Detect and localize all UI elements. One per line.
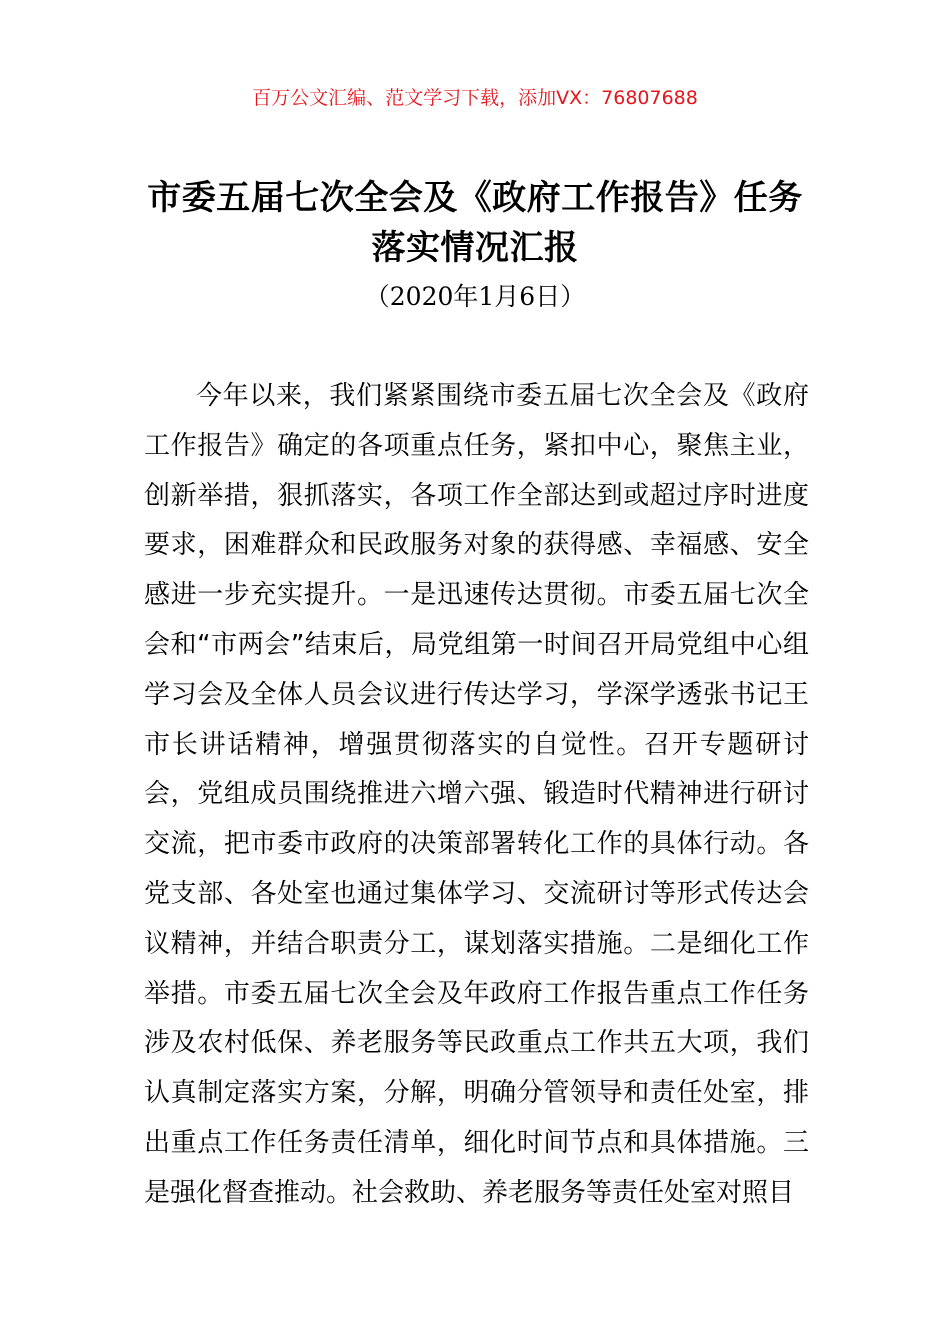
promo-header: 百万公文汇编、范文学习下载，添加VX：76807688 bbox=[252, 87, 698, 109]
body-paragraph: 今年以来，我们紧紧围绕市委五届七次全会及《政府工作报告》确定的各项重点任务，紧扣中心，聚焦主业，创新举措，狠抓落实，各项工作全部达到或超过序时进度要求，困难群众和民政服务对象的获得感、幸福感、安全感进一步充实提升。一是迅速传达贯彻。市委五届七次全会和“市两会”结束后，局党组第一时间召开局党组中心组学习会及全体人员会议进行传达学习，学深学透张书记王市长讲话精神，增强贯彻落实的自觉性。召开专题研讨会，党组成员围绕推进六增六强、锻造时代精神进行研讨交流，把市委市政府的决策部署转化工作的具体行动。各党支部、各处室也通过集体学习、交流研讨等形式传达会议精神，并结合职责分工，谋划落实措施。二是细化工作举措。市委五届七次全会及年政府工作报告重点工作任务涉及农村低保、养老服务等民政重点工作共五大项，我们认真制定落实方案，分解，明确分管领导和责任处室，排出重点工作任务责任清单，细化时间节点和具体措施。三是强化督查推动。社会救助、养老服务等责任处室对照目 bbox=[144, 381, 809, 1208]
document-date: （2020年1月6日） bbox=[364, 282, 586, 311]
document-title: 市委五届七次全会及《政府工作报告》任务落实情况汇报 bbox=[147, 178, 803, 268]
